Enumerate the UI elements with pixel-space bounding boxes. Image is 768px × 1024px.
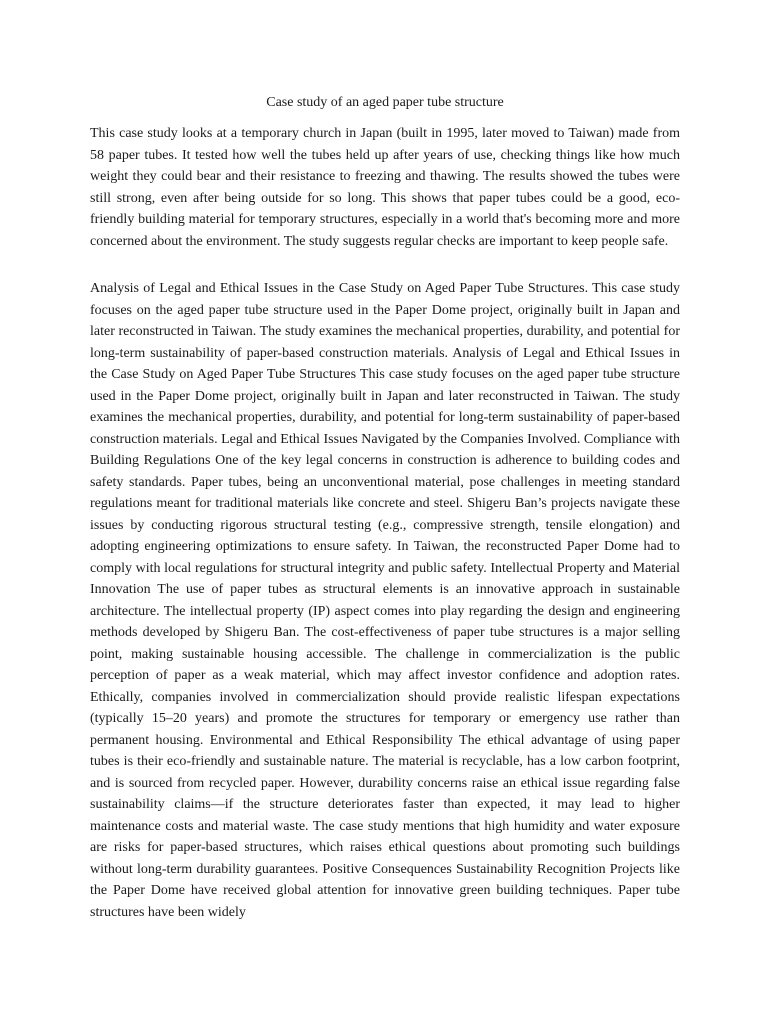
paragraph-analysis: Analysis of Legal and Ethical Issues in the Case Study on Aged Paper Tube Structures. This case study focuses on the aged paper tube structure used in the Paper Dome project, originally built in Japan and later reconstructed in Taiwan. The study examines the mechanical properties, durability, and potential for long-term sustainability of paper-based construction materials. Analysis of Legal and Ethical Issues in the Case Study on Aged Paper Tube Structures This case study focuses on the aged paper tube structure used in the Paper Dome project, originally built in Japan and later reconstructed in Taiwan. The study examines the mechanical properties, durability, and potential for long-term sustainability of paper-based construction materials. Legal and Ethical Issues Navigated by the Companies Involved. Compliance with Building Regulations One of the key legal concerns in construction is adherence to building codes and safety standards. Paper tubes, being an unconventional material, pose challenges in meeting standard regulations meant for traditional materials like concrete and steel. Shigeru Ban’s projects navigate these issues by conducting rigorous structural testing (e.g., compressive strength, tensile elongation) and adopting engineering optimizations to ensure safety. In Taiwan, the reconstructed Paper Dome had to comply with local regulations for structural integrity and public safety. Intellectual Property and Material Innovation The use of paper tubes as structural elements is an innovative approach in sustainable architecture. The intellectual property (IP) aspect comes into play regarding the design and engineering methods developed by Shigeru Ban. The cost-effectiveness of paper tube structures is a major selling point, making sustainable housing accessible. The challenge in commercialization is the public perception of paper as a weak material, which may affect investor confidence and adoption rates. Ethically, companies involved in commercialization should provide realistic lifespan expectations (typically 15–20 years) and promote the structures for temporary or emergency use rather than permanent housing. Environmental and Ethical Responsibility The ethical advantage of using paper tubes is their eco-friendly and sustainable nature. The material is recyclable, has a low carbon footprint, and is sourced from recycled paper. However, durability concerns raise an ethical issue regarding false sustainability claims—if the structure deteriorates faster than expected, it may lead to higher maintenance costs and material waste. The case study mentions that high humidity and water exposure are risks for paper-based structures, which raises ethical questions about promoting such buildings without long-term durability guarantees. Positive Consequences Sustainability Recognition Projects like the Paper Dome have received global attention for innovative green building techniques. Paper tube structures have been widely xyxy=(90,281,680,920)
paragraph-summary: This case study looks at a temporary church in Japan (built in 1995, later moved to Taiwan) made from 58 paper tubes. It tested how well the tubes held up after years of use, checking things like how much weight they could bear and their resistance to freezing and thawing. The results showed the tubes were still strong, even after being outside for so long. This shows that paper tubes could be a good, eco-friendly building material for temporary structures, especially in a world that's becoming more and more concerned about the environment. The study suggests regular checks are important to keep people safe. xyxy=(90,126,680,249)
document-title: Case study of an aged paper tube structure xyxy=(266,95,504,110)
